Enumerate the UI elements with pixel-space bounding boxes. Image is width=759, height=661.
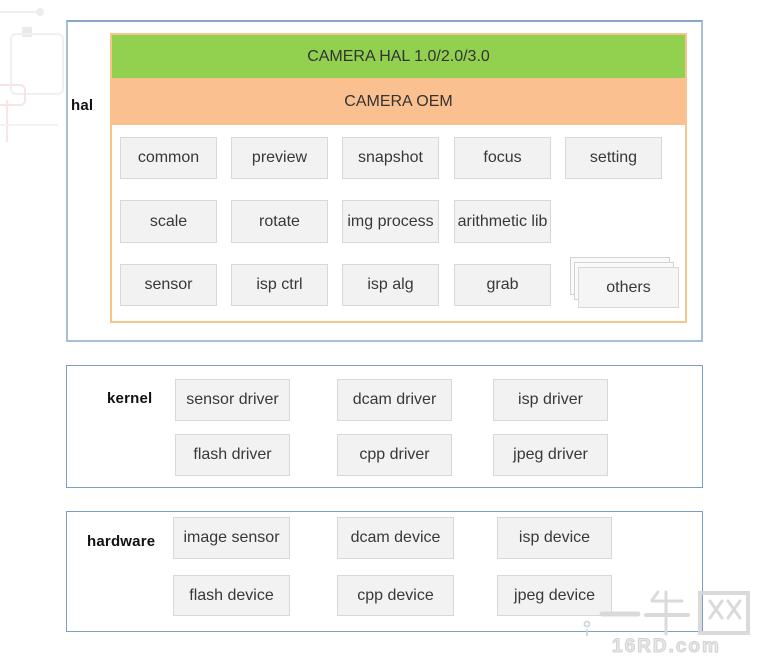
kernel-section-label: kernel	[107, 390, 153, 407]
circuit-trace-line-pink	[6, 100, 8, 142]
hal-module-isp-ctrl: isp ctrl	[231, 264, 328, 306]
circuit-trace-line	[0, 11, 38, 13]
hardware-isp-device: isp device	[497, 517, 612, 559]
kernel-dcam-driver: dcam driver	[337, 379, 452, 421]
hardware-dcam-device: dcam device	[337, 517, 454, 559]
camera-hal-header: CAMERA HAL 1.0/2.0/3.0	[112, 35, 685, 78]
hal-module-isp-alg: isp alg	[342, 264, 439, 306]
hal-module-sensor: sensor	[120, 264, 217, 306]
circuit-trace-box	[10, 33, 64, 95]
kernel-sensor-driver: sensor driver	[175, 379, 290, 421]
hardware-cpp-device: cpp device	[337, 575, 454, 616]
hal-module-focus: focus	[454, 137, 551, 179]
hal-module-snapshot: snapshot	[342, 137, 439, 179]
circuit-trace-line2	[0, 124, 58, 126]
hal-module-scale: scale	[120, 200, 217, 243]
hal-module-img-process: img process	[342, 200, 439, 243]
hardware-section-label: hardware	[87, 533, 156, 550]
hal-section-label: hal	[71, 97, 94, 114]
kernel-jpeg-driver: jpeg driver	[493, 434, 608, 476]
hardware-jpeg-device: jpeg device	[497, 575, 612, 616]
circuit-trace-node	[36, 8, 44, 16]
hal-module-others: others	[578, 267, 679, 308]
hal-module-preview: preview	[231, 137, 328, 179]
kernel-flash-driver: flash driver	[175, 434, 290, 476]
hal-module-arithmetic-lib: arithmetic lib	[454, 200, 551, 243]
circuit-trace-box-pink	[0, 84, 26, 106]
hal-module-setting: setting	[565, 137, 662, 179]
watermark-domain-text: 16RD.com	[612, 636, 721, 657]
camera-oem-header: CAMERA OEM	[112, 78, 685, 125]
kernel-isp-driver: isp driver	[493, 379, 608, 421]
hal-module-rotate: rotate	[231, 200, 328, 243]
circuit-trace-square	[22, 27, 32, 37]
hal-module-common: common	[120, 137, 217, 179]
kernel-cpp-driver: cpp driver	[337, 434, 452, 476]
hal-module-grab: grab	[454, 264, 551, 306]
hardware-flash-device: flash device	[173, 575, 290, 616]
hardware-image-sensor: image sensor	[173, 517, 290, 559]
